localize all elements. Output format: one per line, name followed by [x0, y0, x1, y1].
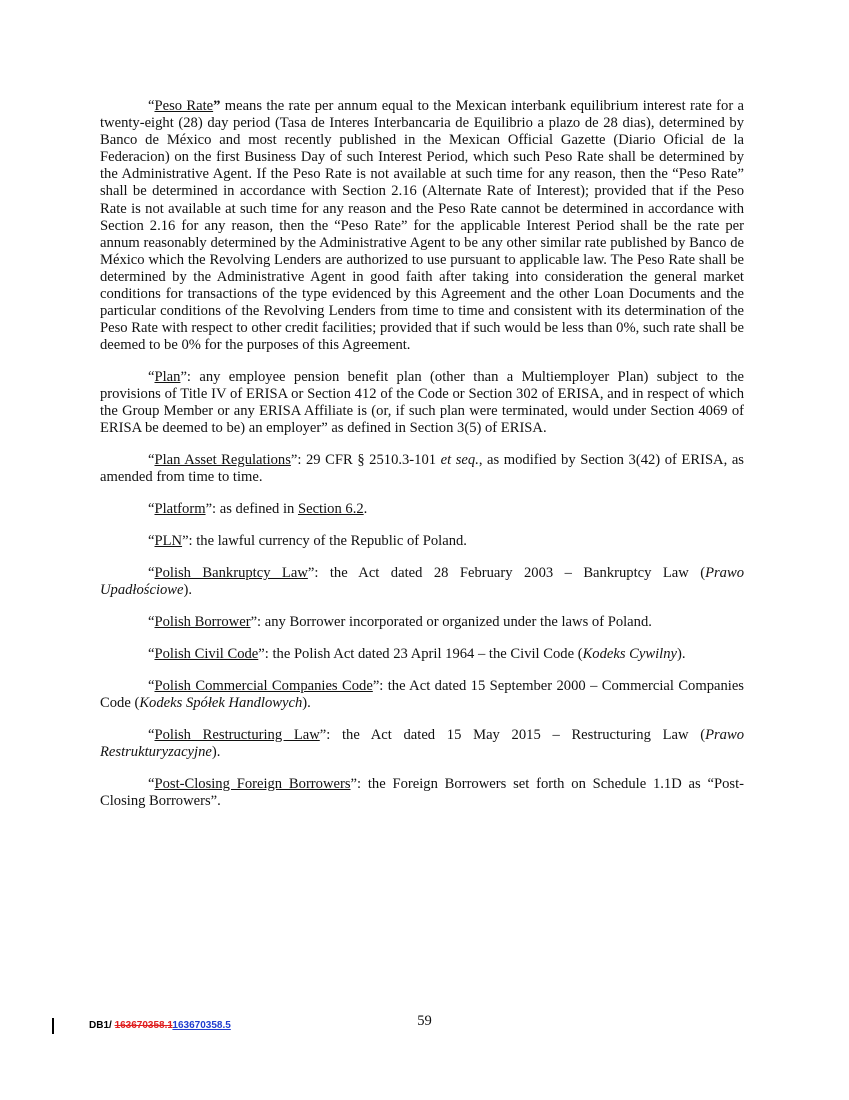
italic-text: Prawo Restrukturyzacyjne [100, 726, 744, 760]
definition-platform [100, 501, 744, 518]
definition-polish-restructuring-law [100, 727, 744, 761]
definition-text-end: ). [183, 582, 193, 599]
open-quote: “ [148, 98, 155, 114]
doc-id-prefix: DB1/ [89, 1020, 115, 1031]
definition-post-closing-foreign-borrowers [100, 776, 744, 810]
defined-term-platform: Platform [154, 501, 206, 518]
definition-polish-borrower [100, 614, 744, 631]
section-reference: Section 6.2 [297, 501, 364, 518]
definition-text-end: , as modified by Section 3(42) of ERISA, as amended from time to time. [100, 452, 744, 486]
open-quote: “ [148, 369, 155, 386]
open-quote: “ [148, 775, 155, 792]
definition-text: ”: the Act dated 15 September 2000 – Commercial Companies Code ( [100, 677, 744, 711]
italic-text: Kodeks Cywilny [582, 646, 678, 663]
definition-text: ”: the Act dated 28 February 2003 – Bankruptcy Law ( [307, 565, 706, 582]
defined-term-polish-bankruptcy-law: Polish Bankruptcy Law [154, 565, 308, 582]
open-quote: “ [148, 677, 155, 694]
defined-term-polish-commercial-companies-code: Polish Commercial Companies Code [154, 677, 373, 694]
open-quote: “ [148, 533, 155, 550]
definition-plan [100, 369, 744, 437]
definition-text-end: ). [677, 646, 686, 663]
page-number: 59 [417, 1013, 432, 1029]
open-quote: “ [148, 452, 155, 469]
definition-peso-rate [100, 98, 744, 354]
definition-text: ”: the Polish Act dated 23 April 1964 – the Civil Code ( [258, 646, 583, 663]
defined-term-peso-rate: Peso Rate [154, 98, 214, 114]
close-quote: ” [213, 98, 221, 114]
definition-text-end: . [363, 501, 368, 518]
definition-text: ”: any employee pension benefit plan (other than a Multiemployer Plan) subject to the provisions of Title IV of ERISA or Section 412 of the Code or Section 302 of ERISA, and in respect of which the Group Member or any ERISA Affiliate is (or, if such plan were terminated, would under Section 4069 of ERISA be deemed to be) an employer” as defined in Section 3(5) of ERISA. [100, 369, 744, 437]
open-quote: “ [148, 726, 155, 743]
defined-term-plan-asset-regulations: Plan Asset Regulations [154, 452, 291, 469]
definition-polish-commercial-companies-code [100, 678, 744, 712]
doc-id-deleted: 163670358.1 [114, 1020, 173, 1031]
definition-text: ”: any Borrower incorporated or organized under the laws of Poland. [250, 614, 652, 631]
document-id [89, 1020, 231, 1031]
definition-polish-bankruptcy-law [100, 565, 744, 599]
definition-pln [100, 533, 744, 550]
definition-plan-asset-regulations [100, 452, 744, 486]
defined-term-pln: PLN [154, 533, 183, 550]
doc-id-inserted: 163670358.5 [172, 1020, 231, 1031]
italic-text: Kodeks Spółek Handlowych [139, 695, 303, 711]
definition-text-end: ). [302, 695, 311, 711]
definition-text: ”: the lawful currency of the Republic of Poland. [182, 533, 467, 550]
revision-change-bar [52, 1018, 54, 1034]
open-quote: “ [148, 501, 155, 518]
definition-text: means the rate per annum equal to the Mexican interbank equilibrium interest rate for a twenty-eight (28) day period (Tasa de Interes Interbancaria de Equilibrio a plazo de 28 dias), determined by Banco de México and most recently published in the Mexican Official Gazette (Diario Oficial de la Federacion) on the first Business Day of such Interest Period, which such Peso Rate shall be determined by the Administrative Agent. If the Peso Rate is not available at such time for any reason, then the “Peso Rate” shall be determined in accordance with Section 2.16 (Alternate Rate of Interest); provided that if the Peso Rate is not available at such time for any reason and the Peso Rate cannot be determined in accordance with Section 2.16 for any reason, then the “Peso Rate” for the applicable Interest Period shall be the rate per annum reasonably determined by the Administrative Agent to be any other similar rate published by Banco de México which the Revolving Lenders are authorized to use pursuant to applicable law. The Peso Rate shall be determined by the Administrative Agent in good faith after taking into consideration the general market conditions for transactions of the type evidenced by this Agreement and the other Loan Documents and the particular conditions of the Revolving Lenders from time to time and consistent with its determination of the Peso Rate with respect to other credit facilities; provided that if such would be less than 0%, such rate shall be deemed to be 0% for the purposes of this Agreement. [100, 98, 744, 354]
open-quote: “ [148, 646, 155, 663]
definition-polish-civil-code [100, 646, 744, 663]
italic-text: Prawo Upadłościowe [100, 565, 744, 599]
open-quote: “ [148, 565, 155, 582]
defined-term-polish-borrower: Polish Borrower [154, 614, 251, 631]
document-page [100, 98, 744, 825]
defined-term-plan: Plan [154, 369, 181, 386]
definition-text: ”: the Act dated 15 May 2015 – Restructuring Law ( [319, 726, 706, 743]
definition-text: ”: 29 CFR § 2510.3-101 [290, 452, 441, 469]
definition-text-end: ). [211, 743, 221, 760]
defined-term-polish-civil-code: Polish Civil Code [154, 646, 259, 663]
defined-term-post-closing-foreign-borrowers: Post-Closing Foreign Borrowers [154, 775, 351, 792]
italic-text: et seq. [440, 452, 479, 469]
definition-text: ”: the Foreign Borrowers set forth on Schedule 1.1D as “Post-Closing Borrowers”. [100, 775, 745, 809]
defined-term-polish-restructuring-law: Polish Restructuring Law [154, 726, 320, 743]
open-quote: “ [148, 614, 155, 631]
definition-text: ”: as defined in [205, 501, 298, 518]
